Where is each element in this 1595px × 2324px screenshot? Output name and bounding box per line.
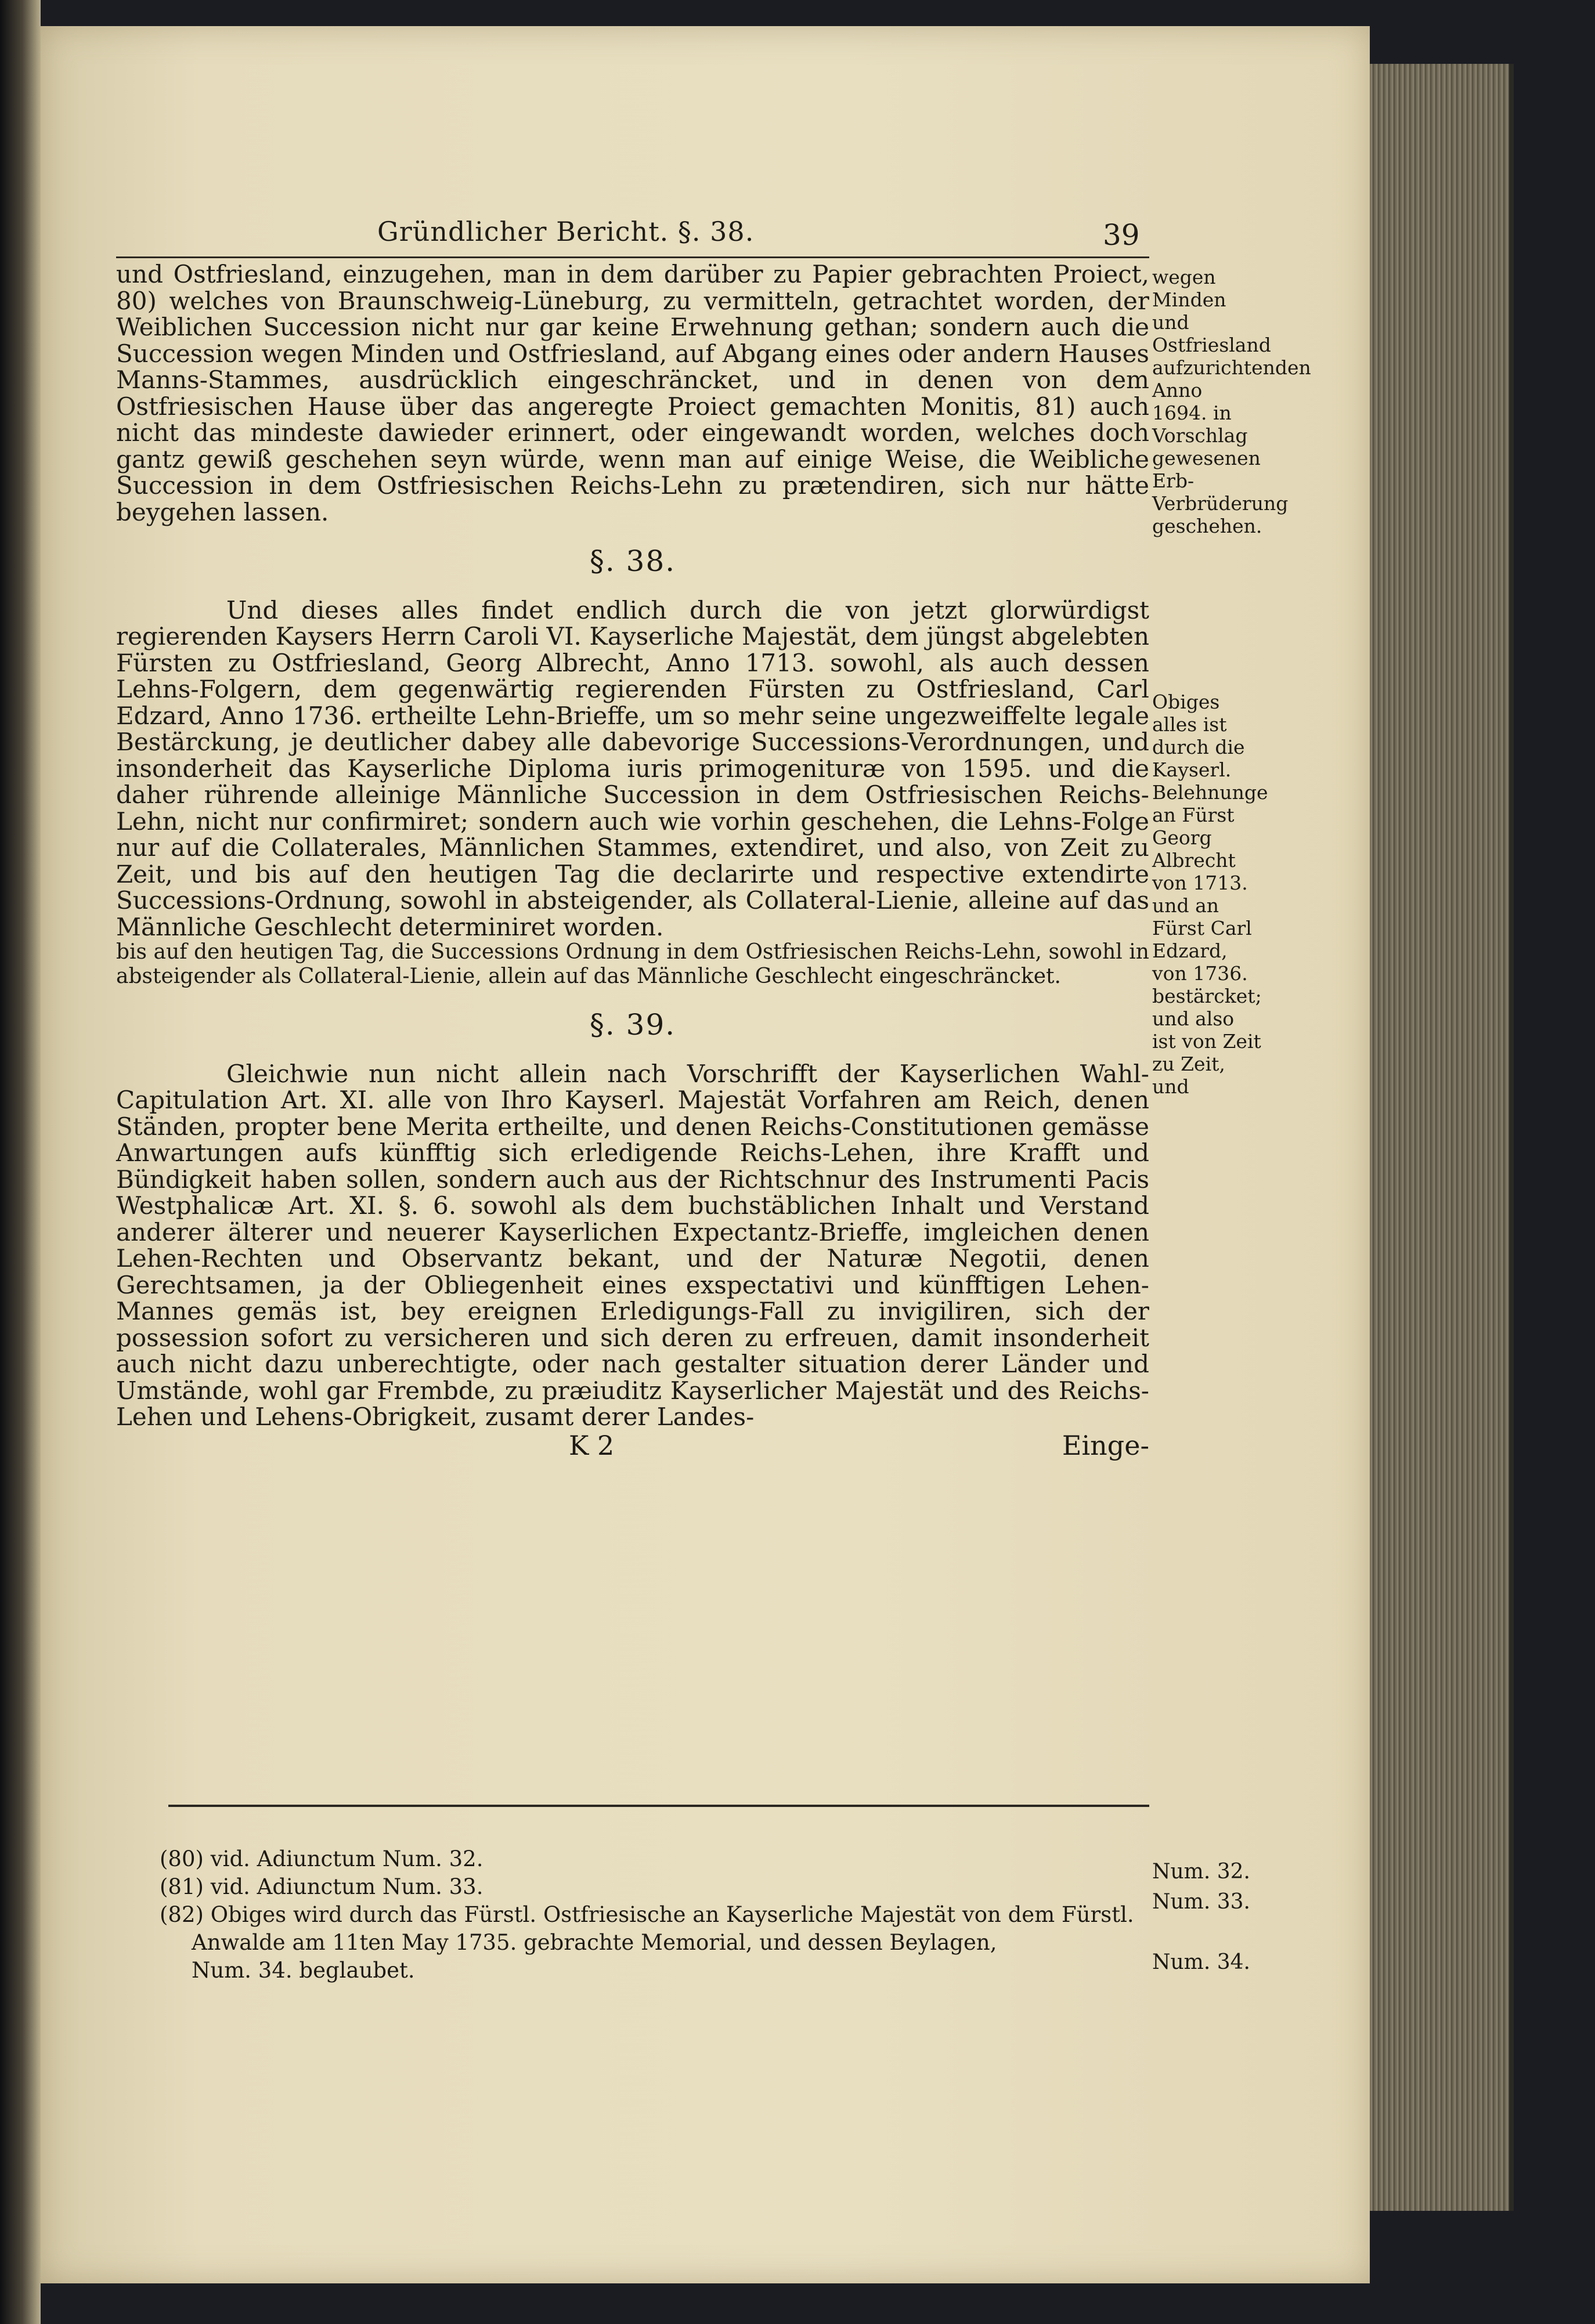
signature-line [116, 1429, 1149, 1461]
margin-ref-33: Num. 33. [1152, 1890, 1250, 1914]
footnote-81: (81) vid. Adiunctum Num. 33. [160, 1874, 483, 1899]
page-number: 39 [1103, 218, 1140, 252]
margin-note-2: Obiges alles ist durch die Kayserl. Belehnunge an Fürst Georg Albrecht von 1713. und an Fürst Carl Edzard, von 1736. bestärcket; und also ist von Zeit zu Zeit, und [1152, 691, 1268, 1098]
page-edges [1370, 64, 1514, 2211]
catchword: Einge- [1062, 1429, 1149, 1461]
margin-note-1: wegen Minden und Ostfriesland aufzurichtenden Anno 1694. in Vorschlag gewesenen Erb-Verbrüderung geschehen. [1152, 266, 1311, 537]
footnote-margin-refs [1152, 1857, 1257, 1978]
page-header [116, 216, 1149, 258]
section-heading-39: §. 39. [589, 1008, 676, 1042]
footnote-82-line-3: Num. 34. beglaubet. [192, 1958, 415, 1983]
book-spine [0, 0, 41, 2324]
paragraph-1: und Ostfriesland, einzugehen, man in dem darüber zu Papier gebrachten Proiect, 80) welches von Braunschweig-Lüneburg, zu vermitteln, getrachtet worden, der Weiblichen Succession nicht nur gar keine Erwehnung gethan; sondern auch die Succession wegen Minden und Ostfriesland, auf Abgang eines oder andern Hauses Manns-Stammes, ausdrücklich eingeschräncket, und in denen von dem Ostfriesischen Hause über das angeregte Proiect gemachten Monitis, 81) auch nicht das mindeste dawieder erinnert, oder eingewandt worden, welches doch gantz gewiß geschehen seyn würde, wenn man auf einige Weise, die Weibliche Succession in dem Ostfriesischen Reichs-Lehn zu prætendiren, sich nur hätte beygehen lassen. [116, 260, 1149, 526]
margin-ref-32: Num. 32. [1152, 1860, 1250, 1884]
running-head: Gründlicher Bericht. §. 38. [377, 216, 755, 247]
footnote-80: (80) vid. Adiunctum Num. 32. [160, 1846, 483, 1871]
main-text [116, 261, 1149, 1459]
correction-note: bis auf den heutigen Tag, die Successions Ordnung in dem Ostfriesischen Reichs-Lehn, sowohl in absteigender als Collateral-Lienie, allein auf das Männliche Geschlecht eingeschräncket. [116, 940, 1149, 988]
footnote-82: (82) Obiges wird durch das Fürstl. Ostfriesische an Kayserliche Majestät von dem Fürstl. [160, 1902, 1134, 1927]
paragraph-2: Und dieses alles findet endlich durch die von jetzt glorwürdigst regierenden Kaysers Herrn Caroli VI. Kayserliche Majestät, dem jüngst abgelebten Fürsten zu Ostfriesland, Georg Albrecht, Anno 1713. sowohl, als auch dessen Lehns-Folgern, dem gegenwärtig regierenden Fürsten zu Ostfriesland, Carl Edzard, Anno 1736. ertheilte Lehn-Brieffe, um so mehr seine ungezweiffelte legale Bestärckung, je deutlicher dabey alle dabevorige Successions-Verordnungen, und insonderheit das Kayserliche Diploma iuris primogenituræ von 1595. und die daher rührende alleinige Männliche Succession in dem Ostfriesischen Reichs-Lehn, nicht nur confirmiret; sondern auch wie vorhin geschehen, die Lehns-Folge nur auf die Collaterales, Männlichen Stammes, extendiret, und also, von Zeit zu Zeit, und bis auf den heutigen Tag die declarirte und respective extendirte Successions-Ordnung, sowohl in absteigender, als Collateral-Lienie, alleine auf das Männliche Geschlecht determiniret worden. [116, 595, 1149, 941]
section-heading-38: §. 38. [589, 544, 676, 578]
footnote-rule [168, 1805, 1149, 1807]
signature-mark: K 2 [569, 1429, 615, 1461]
footnote-82-line-2: Anwalde am 11ten May 1735. gebrachte Memorial, und dessen Beylagen, [192, 1930, 997, 1955]
margin-ref-34: Num. 34. [1152, 1950, 1250, 1974]
paragraph-3: Gleichwie nun nicht allein nach Vorschrifft der Kayserlichen Wahl-Capitulation Art. XI. alle von Ihro Kayserl. Majestät Vorfahren am Reich, denen Ständen, propter bene Merita ertheilte, und denen Reichs-Constitutionen gemässe Anwartungen aufs künfftig sich erledigende Reichs-Lehen, ihre Krafft und Bündigkeit haben sollen, sondern auch aus der Richtschnur des Instrumenti Pacis Westphalicæ Art. XI. §. 6. sowohl als dem buchstäblichen Inhalt und Verstand anderer älterer und neuerer Kayserlichen Expectantz-Brieffe, imgleichen denen Lehen-Rechten und Observantz bekant, und der Naturæ Negotii, denen Gerechtsamen, ja der Obliegenheit eines exspectativi und künfftigen Lehen-Mannes gemäs ist, bey ereignen Erledigungs-Fall zu invigiliren, sich der possession sofort zu versicheren und sich deren zu erfreuen, damit insonderheit auch nicht dazu unberechtigte, oder nach gestalter situation derer Länder und Umstände, wohl gar Frembde, zu præiuditz Kayserlicher Majestät und des Reichs-Lehen und Lehens-Obrigkeit, zusamt derer Landes- [116, 1059, 1149, 1431]
footnotes [160, 1845, 1152, 1985]
